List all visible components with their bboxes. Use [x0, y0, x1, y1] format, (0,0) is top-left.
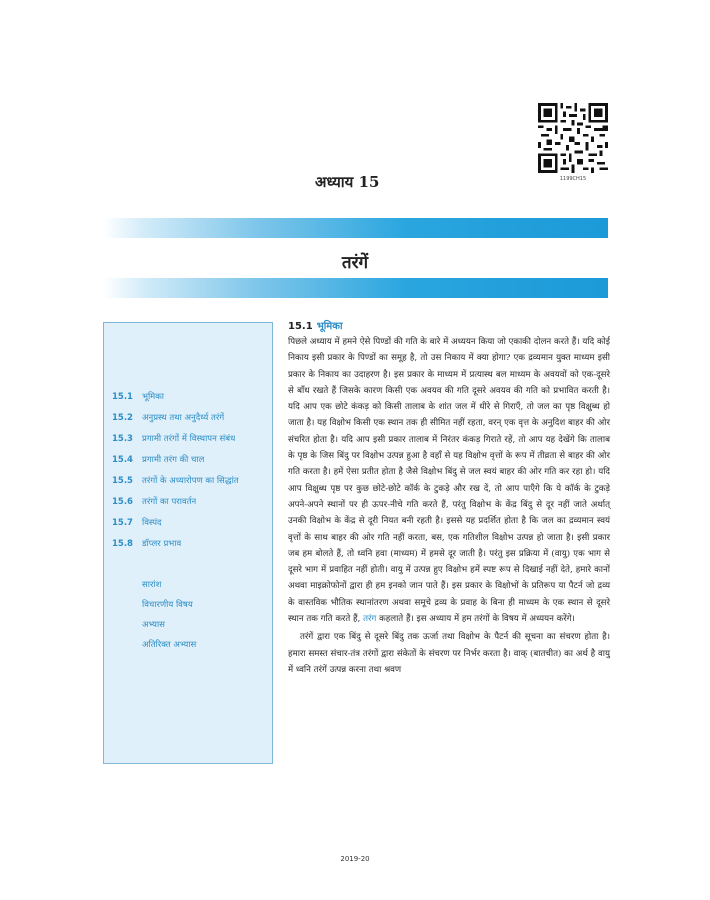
- toc-item[interactable]: [112, 475, 239, 486]
- toc-item-number: 15.5: [112, 476, 133, 486]
- toc-item-title: प्रगामी तरंग की चाल: [142, 455, 205, 465]
- toc-item-title: भूमिका: [142, 392, 164, 402]
- toc-item[interactable]: [112, 412, 224, 423]
- section-title: भूमिका: [316, 321, 343, 332]
- toc-item[interactable]: [112, 391, 164, 402]
- toc-item-title: डॉप्लर प्रभाव: [142, 539, 182, 549]
- header-band-top: [103, 218, 608, 238]
- chapter-title: तरंगें: [341, 253, 369, 273]
- toc-item-title: विस्पंद: [142, 518, 162, 528]
- section-heading: [288, 318, 343, 332]
- toc-item-number: 15.3: [112, 434, 133, 444]
- toc-item-number: 15.8: [112, 539, 133, 549]
- toc-item-number: 15.4: [112, 455, 133, 465]
- toc-item-title: अनुप्रस्थ तथा अनुदैर्ध्य तरंगें: [142, 413, 225, 423]
- header-band-bottom: [103, 278, 608, 298]
- toc-item-number: 15.6: [112, 497, 133, 507]
- toc-item-title: तरंगों का परावर्तन: [142, 497, 197, 507]
- paragraph: तरंगें द्वारा एक बिंदु से दूसरे बिंदु तक ऊर्जा तथा विक्षोभ के पैटर्न की सूचना का संचरण होता है। हमारा समस्त संचार-तंत्र तरंगों द्वारा संकेतों के संचरण पर निर्भर करता है। वाक् (बातचीत) का अर्थ है वायु में ध्वनि तरंगें उत्पन्न करना तथा श्रवण: [288, 632, 610, 675]
- section-number: 15.1: [288, 321, 313, 332]
- body-text: [288, 334, 610, 678]
- paragraph-text: कहलाते हैं। इस अध्याय में हम तरंगों के विषय में अध्ययन करेंगे।: [379, 614, 575, 625]
- toc-extra-exercises[interactable]: अभ्यास: [142, 620, 165, 630]
- toc-item[interactable]: [112, 454, 204, 465]
- toc-item-title: प्रगामी तरंगों में विस्थापन संबंध: [142, 434, 236, 444]
- toc-item[interactable]: [112, 433, 235, 444]
- toc-item[interactable]: [112, 496, 196, 507]
- toc-item[interactable]: [112, 517, 162, 528]
- toc-item[interactable]: [112, 538, 181, 549]
- toc-extra-additional[interactable]: अतिरिक्त अभ्यास: [142, 640, 197, 650]
- toc-extra-summary[interactable]: सारांश: [142, 580, 162, 590]
- toc-item-title: तरंगों के अध्यारोपण का सिद्धांत: [142, 476, 239, 486]
- toc-box: [103, 322, 273, 764]
- qr-code: [538, 103, 608, 173]
- chapter-label: अध्याय 15: [315, 173, 380, 191]
- toc-item-number: 15.2: [112, 413, 133, 423]
- paragraph-text: पिछले अध्याय में हमने ऐसे पिण्डों की गति के बारे में अध्ययन किया जो एकाकी दोलन करते हैं। यदि कोई निकाय इसी प्रकार के पिण्डों का समूह है, तो उस निकाय में क्या होगा? एक द्रव्यमान युक्त माध्यम इसी प्रकार के निकाय का उदाहरण है। इस प्रकार के माध्यम में प्रत्यास्थ बल माध्यम के अवयवों को एक-दूसरे से बाँध रखते हैं जिसके कारण किसी एक अवयव की गति दूसरे अवयव की गति को प्रभावित करती है। यदि आप एक छोटे कंकड़ को किसी तालाब के शांत जल में धीरे से गिराएँ, तो जल का पृष्ठ विक्षुब्ध हो जाता है। यह विक्षोभ किसी एक स्थान तक ही सीमित नहीं रहता, वरन् एक वृत्त के अनुदिश बाहर की ओर संचरित होता है। यदि आप इसी प्रकार तालाब में निरंतर कंकड़ गिराते रहें, तो आप यह देखेंगे कि तालाब के पृष्ठ के जिस बिंदु पर विक्षोभ उत्पन्न हुआ है वहाँ से यह विक्षोभ वृत्तों के रूप में तीव्रता से बाहर की ओर गति करता है। हमें ऐसा प्रतीत होता है जैसे विक्षोभ बिंदु से जल स्वयं बाहर की ओर गति कर रहा हो। यदि आप विक्षुब्ध पृष्ठ पर कुछ छोटे-छोटे कॉर्क के टुकड़े और रख दें, तो आप पाएँगे कि ये कॉर्क के टुकड़े अपने-अपने स्थानों पर ही ऊपर-नीचे गति करते हैं, परंतु विक्षोभ के केंद्र बिंदु से दूर नहीं जाते अर्थात् उनकी विक्षोभ के केंद्र से दूरी नियत बनी रहती है। इससे यह प्रदर्शित होता है कि जल का द्रव्यमान स्वयं वृत्तों के साथ बाहर की ओर गति नहीं करता, बस, एक गतिशील विक्षोभ उत्पन्न हो जाता है। इसी प्रकार जब हम बोलते हैं, तो ध्वनि हवा (माध्यम) में हमसे दूर जाती है। परंतु इस प्रक्रिया में (वायु) एक भाग से दूसरे भाग में प्रवाहित नहीं होती। वायु में उत्पन्न हुए विक्षोभ हमें स्पष्ट रूप से दिखाई नहीं देते, हमारे कानों अथवा माइक्रोफोनों द्वारा ही हम इनको जान पाते हैं। इस प्रकार के विक्षोभों के प्रतिरूप या पैटर्न जो द्रव्य के वास्तविक भौतिक स्थानांतरण अथवा समूचे द्रव्य के प्रवाह के बिना ही माध्यम के एक स्थान से दूसरे स्थान तक गति करते हैं,: [288, 337, 611, 625]
- paragraph: [288, 334, 610, 627]
- toc-extra-points[interactable]: विचारणीय विषय: [142, 600, 193, 610]
- highlighted-term: तरंग: [363, 614, 377, 625]
- page-footer: 2019-20: [340, 855, 370, 863]
- toc-item-number: 15.7: [112, 518, 133, 528]
- toc-item-number: 15.1: [112, 392, 133, 402]
- qr-code-caption: 1199CH15: [559, 176, 587, 182]
